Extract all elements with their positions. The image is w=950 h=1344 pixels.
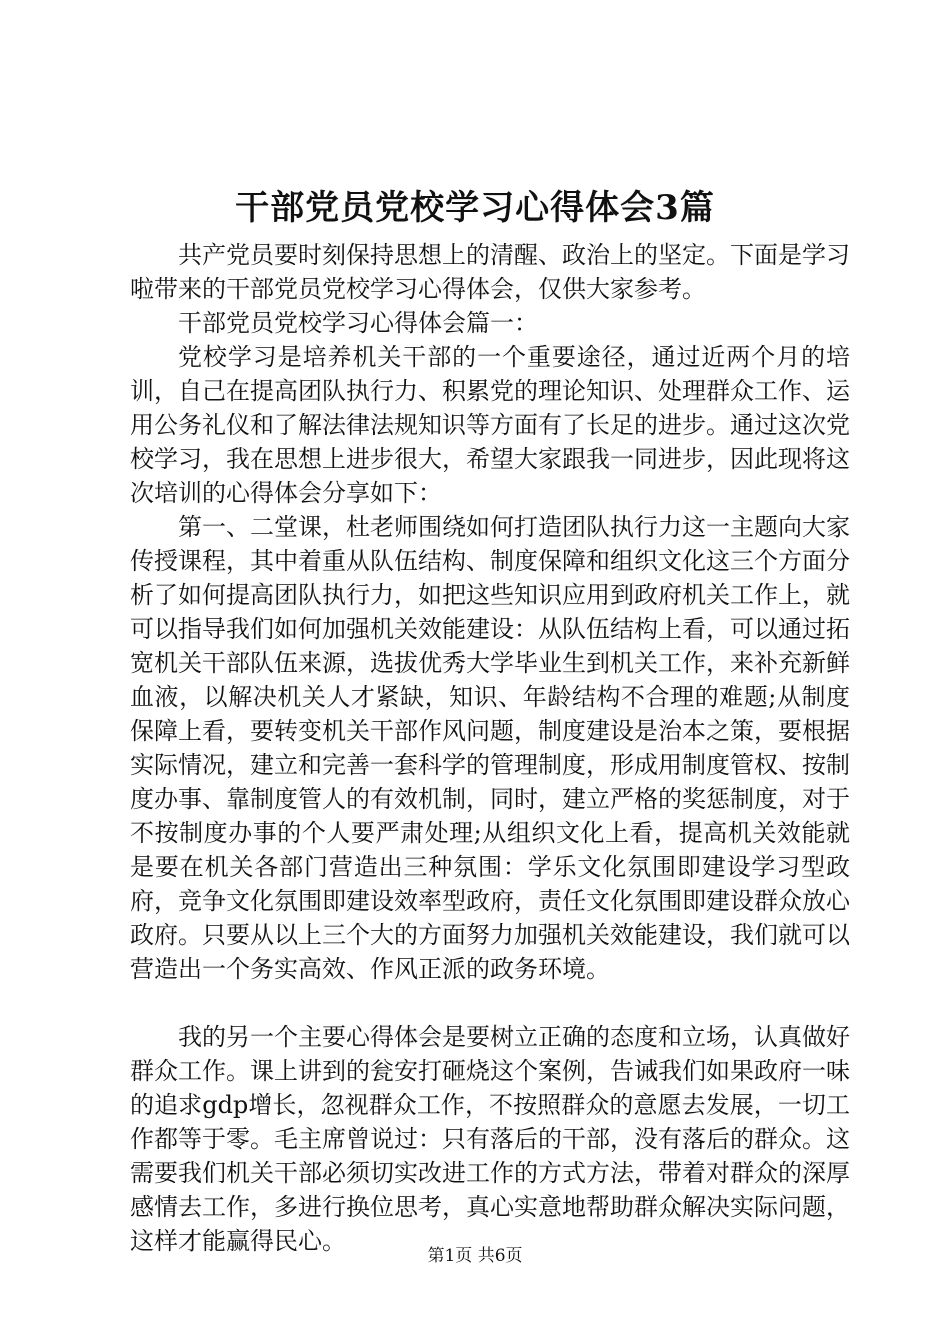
body-paragraph: 我的另一个主要心得体会是要树立正确的态度和立场，认真做好群众工作。课上讲到的瓮安打砸烧这个案例，告诫我们如果政府一味的追求gdp增长，忽视群众工作，不按照群众的意愿去发展，一切工作都等于零。毛主席曾说过：只有落后的干部，没有落后的群众。这需要我们机关干部必须切实改进工作的方式方法，带着对群众的深厚感情去工作，多进行换位思考，真心实意地帮助群众解决实际问题，这样才能赢得民心。 (130, 1023, 850, 1255)
document-title: 干部党员党校学习心得体会3篇 (235, 188, 715, 228)
body-paragraph: 党校学习是培养机关干部的一个重要途径，通过近两个月的培训，自己在提高团队执行力、积累党的理论知识、处理群众工作、运用公务礼仪和了解法律法规知识等方面有了长足的进步。通过这次党校学习，我在思想上进步很大，希望大家跟我一同进步，因此现将这次培训的心得体会分享如下： (130, 343, 850, 507)
document-body (130, 238, 850, 1258)
section-heading: 干部党员党校学习心得体会篇一： (178, 309, 538, 337)
page-number-footer: 第1页 共6页 (427, 1246, 523, 1266)
body-paragraph: 第一、二堂课，杜老师围绕如何打造团队执行力这一主题向大家传授课程，其中着重从队伍结构、制度保障和组织文化这三个方面分析了如何提高团队执行力，如把这些知识应用到政府机关工作上，就可以指导我们如何加强机关效能建设：从队伍结构上看，可以通过拓宽机关干部队伍来源，选拔优秀大学毕业生到机关工作，来补充新鲜血液，以解决机关人才紧缺，知识、年龄结构不合理的难题;从制度保障上看，要转变机关干部作风问题，制度建设是治本之策，要根据实际情况，建立和完善一套科学的管理制度，形成用制度管权、按制度办事、靠制度管人的有效机制，同时，建立严格的奖惩制度，对于不按制度办事的个人要严肃处理;从组织文化上看，提高机关效能就是要在机关各部门营造出三种氛围：学乐文化氛围即建设学习型政府，竞争文化氛围即建设效率型政府，责任文化氛围即建设群众放心政府。只要从以上三个大的方面努力加强机关效能建设，我们就可以营造出一个务实高效、作风正派的政务环境。 (130, 513, 850, 983)
intro-paragraph: 共产党员要时刻保持思想上的清醒、政治上的坚定。下面是学习啦带来的干部党员党校学习心得体会，仅供大家参考。 (130, 241, 850, 303)
